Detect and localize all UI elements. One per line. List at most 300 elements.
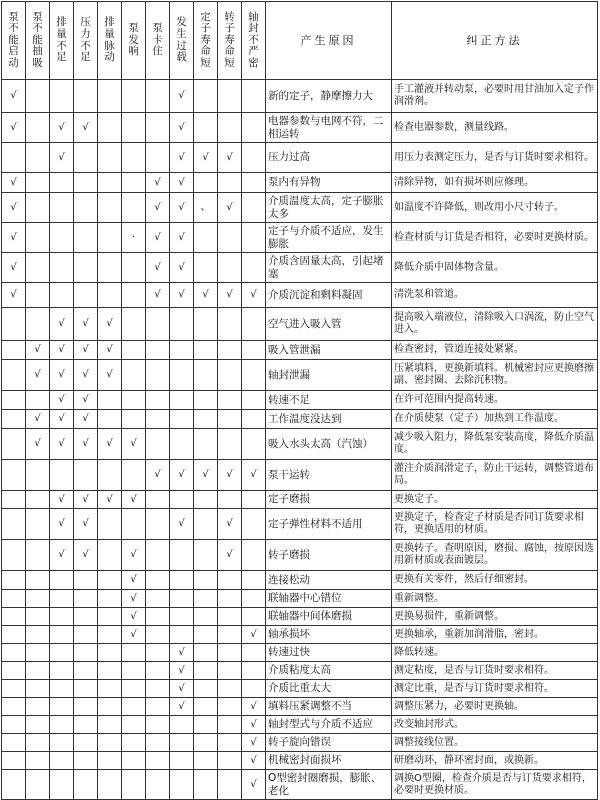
symptom-mark xyxy=(242,173,266,193)
symptom-mark: √ xyxy=(170,509,194,540)
symptom-mark xyxy=(194,113,218,143)
symptom-mark: √ xyxy=(194,283,218,308)
symptom-mark: √ xyxy=(170,460,194,491)
symptom-mark: √ xyxy=(218,143,242,173)
symptom-mark xyxy=(74,662,98,680)
symptom-mark xyxy=(50,223,74,253)
symptom-mark xyxy=(50,716,74,734)
symptom-mark: √ xyxy=(98,491,122,509)
symptom-mark xyxy=(242,113,266,143)
symptom-mark xyxy=(242,608,266,626)
symptom-mark xyxy=(74,644,98,662)
fix-cell: 调整接线位置。 xyxy=(392,734,598,752)
symptom-header-label: 泵卡住 xyxy=(152,22,163,58)
header-row xyxy=(2,2,598,80)
symptom-mark xyxy=(2,360,26,391)
fix-cell: 清洗泵和管道。 xyxy=(392,283,598,308)
symptom-mark: √ xyxy=(242,752,266,770)
symptom-mark: √ xyxy=(242,734,266,752)
symptom-mark: √ xyxy=(50,509,74,540)
symptom-mark xyxy=(98,173,122,193)
symptom-mark: √ xyxy=(74,360,98,391)
cause-cell: 介质含固量太高，引起堵塞 xyxy=(266,253,392,283)
symptom-header-label: 定子寿命短 xyxy=(200,10,211,69)
fix-cell: 重新调整。 xyxy=(392,590,598,608)
symptom-mark: √ xyxy=(170,283,194,308)
fix-cell: 测定粘度，是否与订货时要求相符。 xyxy=(392,662,598,680)
fix-cell: 改变轴封形式。 xyxy=(392,716,598,734)
symptom-mark xyxy=(26,540,50,571)
symptom-mark xyxy=(170,491,194,509)
symptom-mark xyxy=(170,540,194,571)
symptom-mark xyxy=(194,752,218,770)
symptom-mark xyxy=(146,590,170,608)
symptom-mark xyxy=(122,173,146,193)
symptom-mark xyxy=(74,698,98,716)
symptom-mark xyxy=(218,571,242,590)
symptom-mark xyxy=(2,698,26,716)
symptom-mark xyxy=(122,644,146,662)
symptom-mark xyxy=(218,716,242,734)
symptom-mark xyxy=(26,391,50,410)
symptom-mark xyxy=(242,253,266,283)
cause-cell: 轴承损坏 xyxy=(266,626,392,644)
table-row xyxy=(2,113,598,143)
symptom-mark: √ xyxy=(170,80,194,113)
symptom-mark: √ xyxy=(122,540,146,571)
symptom-header-label: 排量不足 xyxy=(56,16,67,64)
table-row xyxy=(2,662,598,680)
symptom-mark xyxy=(26,509,50,540)
symptom-mark xyxy=(122,734,146,752)
symptom-mark: √ xyxy=(50,410,74,429)
table-row xyxy=(2,173,598,193)
symptom-mark xyxy=(146,698,170,716)
symptom-mark xyxy=(26,283,50,308)
symptom-mark xyxy=(74,223,98,253)
table-row xyxy=(2,626,598,644)
symptom-mark: √ xyxy=(242,460,266,491)
symptom-mark xyxy=(194,223,218,253)
symptom-mark xyxy=(194,410,218,429)
fix-cell: 研磨动环，静环密封面，或换新。 xyxy=(392,752,598,770)
table-row xyxy=(2,571,598,590)
fix-cell: 用压力表测定压力，是否与订货时要求相符。 xyxy=(392,143,598,173)
symptom-mark xyxy=(2,680,26,698)
symptom-mark xyxy=(146,360,170,391)
fix-cell: 手工灌液并转动泵，必要时用甘油加入定子作润滑剂。 xyxy=(392,80,598,113)
symptom-mark xyxy=(50,173,74,193)
symptom-mark xyxy=(50,752,74,770)
symptom-header xyxy=(98,2,122,80)
symptom-header xyxy=(2,2,26,80)
symptom-mark xyxy=(242,223,266,253)
symptom-mark xyxy=(194,173,218,193)
symptom-mark xyxy=(194,626,218,644)
symptom-mark xyxy=(218,223,242,253)
symptom-header xyxy=(170,2,194,80)
symptom-mark xyxy=(170,770,194,800)
symptom-mark xyxy=(242,590,266,608)
troubleshooting-table xyxy=(1,1,598,800)
symptom-mark xyxy=(50,193,74,223)
symptom-mark: √ xyxy=(122,626,146,644)
symptom-mark: √ xyxy=(242,716,266,734)
symptom-mark xyxy=(242,360,266,391)
symptom-mark xyxy=(146,308,170,341)
symptom-mark xyxy=(98,143,122,173)
symptom-mark xyxy=(122,143,146,173)
table-row xyxy=(2,716,598,734)
symptom-mark: √ xyxy=(170,662,194,680)
symptom-mark xyxy=(218,734,242,752)
symptom-header-label: 压力不足 xyxy=(80,16,91,64)
symptom-mark xyxy=(26,770,50,800)
symptom-header xyxy=(242,2,266,80)
symptom-mark: √ xyxy=(74,429,98,460)
symptom-mark xyxy=(122,662,146,680)
symptom-mark xyxy=(26,734,50,752)
cause-cell: 介质粘度太高 xyxy=(266,662,392,680)
table-row xyxy=(2,540,598,571)
table-row xyxy=(2,410,598,429)
symptom-mark: √ xyxy=(170,223,194,253)
symptom-mark: √ xyxy=(194,143,218,173)
symptom-mark xyxy=(50,460,74,491)
cause-cell: 转速不足 xyxy=(266,391,392,410)
symptom-mark xyxy=(122,341,146,360)
symptom-header-label: 发生过载 xyxy=(176,16,187,64)
symptom-mark: √ xyxy=(2,113,26,143)
symptom-mark xyxy=(2,662,26,680)
symptom-mark xyxy=(2,752,26,770)
cause-cell: 介质沉淀和剩料凝固 xyxy=(266,283,392,308)
symptom-mark xyxy=(146,770,170,800)
cause-cell: 填料压紧调整不当 xyxy=(266,698,392,716)
symptom-mark xyxy=(170,360,194,391)
table-row xyxy=(2,360,598,391)
symptom-mark xyxy=(146,626,170,644)
symptom-mark: √ xyxy=(218,540,242,571)
symptom-mark xyxy=(218,626,242,644)
symptom-mark xyxy=(242,341,266,360)
symptom-mark xyxy=(170,571,194,590)
cause-cell: 压力过高 xyxy=(266,143,392,173)
symptom-mark xyxy=(2,143,26,173)
table-row xyxy=(2,341,598,360)
symptom-mark xyxy=(194,644,218,662)
symptom-mark: √ xyxy=(74,308,98,341)
symptom-mark xyxy=(242,540,266,571)
symptom-header-label: 泵不能抽吸 xyxy=(32,10,43,69)
fix-cell: 更换有关零件，然后仔细密封。 xyxy=(392,571,598,590)
symptom-mark xyxy=(74,626,98,644)
symptom-mark: √ xyxy=(2,193,26,223)
table-row xyxy=(2,752,598,770)
symptom-mark: √ xyxy=(2,223,26,253)
symptom-mark: √ xyxy=(74,491,98,509)
symptom-mark xyxy=(122,253,146,283)
symptom-mark xyxy=(122,360,146,391)
symptom-mark xyxy=(170,752,194,770)
symptom-mark: √ xyxy=(98,429,122,460)
table-row xyxy=(2,391,598,410)
fix-cell: 减少吸入阻力，降低泵安装高度，降低介质温度。 xyxy=(392,429,598,460)
cause-cell: 转子磨损 xyxy=(266,540,392,571)
symptom-mark xyxy=(242,571,266,590)
symptom-mark xyxy=(74,571,98,590)
symptom-mark xyxy=(98,662,122,680)
table-row xyxy=(2,680,598,698)
symptom-mark xyxy=(26,80,50,113)
symptom-mark xyxy=(122,80,146,113)
fix-cell: 调换O型圈，检查介质是否与订货要求相符，必要时更换材质。 xyxy=(392,770,598,800)
symptom-header-label: 泵不能启动 xyxy=(8,10,19,69)
symptom-mark: √ xyxy=(74,391,98,410)
symptom-mark xyxy=(98,698,122,716)
symptom-mark xyxy=(218,173,242,193)
symptom-mark: √ xyxy=(170,143,194,173)
cause-cell: 泵内有异物 xyxy=(266,173,392,193)
symptom-mark xyxy=(98,193,122,223)
symptom-mark xyxy=(26,752,50,770)
symptom-mark xyxy=(50,680,74,698)
symptom-mark xyxy=(122,410,146,429)
fix-cell: 清除异物，如有损坏则应修理。 xyxy=(392,173,598,193)
table-row xyxy=(2,429,598,460)
symptom-mark xyxy=(242,80,266,113)
symptom-mark xyxy=(122,680,146,698)
symptom-mark xyxy=(122,460,146,491)
symptom-mark xyxy=(74,253,98,283)
symptom-mark: √ xyxy=(146,283,170,308)
symptom-mark: √ xyxy=(146,460,170,491)
symptom-mark xyxy=(122,509,146,540)
fix-cell: 压紧填料，更换新填料。机械密封应更换磨擦副、密封圈、去除沉积物。 xyxy=(392,360,598,391)
symptom-mark: √ xyxy=(146,253,170,283)
cause-cell: 联轴器中心错位 xyxy=(266,590,392,608)
fix-cell: 更换轴承，重新加润滑脂，密封。 xyxy=(392,626,598,644)
symptom-mark xyxy=(26,143,50,173)
symptom-mark xyxy=(146,752,170,770)
symptom-mark xyxy=(74,716,98,734)
symptom-header xyxy=(26,2,50,80)
symptom-mark xyxy=(2,491,26,509)
symptom-mark xyxy=(2,644,26,662)
symptom-mark xyxy=(146,113,170,143)
symptom-mark xyxy=(194,608,218,626)
symptom-mark xyxy=(26,491,50,509)
symptom-mark: √ xyxy=(74,341,98,360)
symptom-mark: √ xyxy=(50,491,74,509)
symptom-mark xyxy=(194,716,218,734)
symptom-mark xyxy=(26,193,50,223)
table-row xyxy=(2,770,598,800)
symptom-mark: √ xyxy=(170,644,194,662)
symptom-mark: √ xyxy=(170,253,194,283)
symptom-mark: √ xyxy=(122,429,146,460)
symptom-mark xyxy=(170,716,194,734)
symptom-mark xyxy=(194,770,218,800)
fix-cell: 更换定子。 xyxy=(392,491,598,509)
symptom-mark xyxy=(242,308,266,341)
symptom-mark xyxy=(74,143,98,173)
table-row xyxy=(2,644,598,662)
fix-header: 纠正方法 xyxy=(392,2,598,80)
symptom-mark: √ xyxy=(98,341,122,360)
table-row xyxy=(2,308,598,341)
symptom-mark xyxy=(146,608,170,626)
symptom-mark xyxy=(218,698,242,716)
symptom-mark xyxy=(98,283,122,308)
symptom-mark xyxy=(218,410,242,429)
symptom-mark xyxy=(2,608,26,626)
symptom-mark xyxy=(218,608,242,626)
symptom-mark xyxy=(2,391,26,410)
symptom-mark: √ xyxy=(242,698,266,716)
symptom-mark xyxy=(98,460,122,491)
symptom-header-label: 泵发响 xyxy=(128,22,139,58)
symptom-mark: √ xyxy=(194,460,218,491)
symptom-mark: √ xyxy=(50,308,74,341)
symptom-mark xyxy=(26,644,50,662)
symptom-mark xyxy=(194,429,218,460)
table-row xyxy=(2,590,598,608)
symptom-mark xyxy=(122,283,146,308)
symptom-mark xyxy=(218,253,242,283)
cause-cell: 轴封泄漏 xyxy=(266,360,392,391)
table-row xyxy=(2,143,598,173)
symptom-mark xyxy=(146,644,170,662)
symptom-mark xyxy=(2,540,26,571)
symptom-mark xyxy=(2,341,26,360)
symptom-mark xyxy=(74,460,98,491)
symptom-mark xyxy=(194,590,218,608)
symptom-mark xyxy=(194,341,218,360)
symptom-header-label: 排量脉动 xyxy=(104,16,115,64)
symptom-mark xyxy=(98,626,122,644)
cause-header: 产生原因 xyxy=(266,2,392,80)
symptom-mark: √ xyxy=(242,770,266,800)
symptom-mark xyxy=(2,590,26,608)
cause-cell: 机械密封面损坏 xyxy=(266,752,392,770)
symptom-mark xyxy=(26,308,50,341)
symptom-mark: √ xyxy=(50,113,74,143)
symptom-mark: √ xyxy=(122,590,146,608)
symptom-mark: √ xyxy=(242,283,266,308)
symptom-mark xyxy=(170,734,194,752)
symptom-mark xyxy=(146,143,170,173)
symptom-mark: √ xyxy=(50,360,74,391)
symptom-mark xyxy=(26,253,50,283)
symptom-mark: √ xyxy=(218,283,242,308)
symptom-mark: √ xyxy=(122,608,146,626)
table-row xyxy=(2,460,598,491)
symptom-mark xyxy=(74,80,98,113)
symptom-mark xyxy=(146,734,170,752)
cause-cell: 转子旋向错误 xyxy=(266,734,392,752)
symptom-mark xyxy=(194,540,218,571)
symptom-mark xyxy=(122,113,146,143)
symptom-mark xyxy=(218,360,242,391)
table-row xyxy=(2,698,598,716)
symptom-mark xyxy=(2,626,26,644)
symptom-mark xyxy=(98,571,122,590)
symptom-mark: √ xyxy=(242,626,266,644)
symptom-mark: √ xyxy=(122,491,146,509)
fix-cell: 检查材质与订货是否相符，必要时更换材质。 xyxy=(392,223,598,253)
symptom-mark xyxy=(2,308,26,341)
symptom-mark: √ xyxy=(26,410,50,429)
symptom-mark: √ xyxy=(146,173,170,193)
symptom-mark xyxy=(242,193,266,223)
symptom-header xyxy=(50,2,74,80)
symptom-mark xyxy=(50,662,74,680)
table-row xyxy=(2,253,598,283)
symptom-mark xyxy=(74,283,98,308)
symptom-mark xyxy=(26,223,50,253)
symptom-header-label: 转子寿命短 xyxy=(224,10,235,69)
cause-cell: 工作温度没达到 xyxy=(266,410,392,429)
symptom-mark xyxy=(26,460,50,491)
table-row xyxy=(2,223,598,253)
symptom-mark xyxy=(50,626,74,644)
symptom-mark xyxy=(218,80,242,113)
symptom-mark xyxy=(122,193,146,223)
symptom-mark xyxy=(170,391,194,410)
symptom-mark xyxy=(26,608,50,626)
symptom-mark: · xyxy=(122,223,146,253)
symptom-mark xyxy=(194,491,218,509)
symptom-mark xyxy=(50,608,74,626)
symptom-mark xyxy=(98,752,122,770)
table-row xyxy=(2,193,598,223)
symptom-mark xyxy=(2,460,26,491)
fix-cell: 检查电器参数，测量线路。 xyxy=(392,113,598,143)
symptom-mark xyxy=(26,662,50,680)
cause-cell: 空气进入吸入管 xyxy=(266,308,392,341)
symptom-mark xyxy=(194,360,218,391)
fix-cell: 降低转速。 xyxy=(392,644,598,662)
symptom-mark xyxy=(50,283,74,308)
symptom-mark xyxy=(26,113,50,143)
symptom-mark xyxy=(122,391,146,410)
symptom-mark xyxy=(98,716,122,734)
symptom-mark: √ xyxy=(2,253,26,283)
symptom-mark xyxy=(98,391,122,410)
cause-cell: 吸入管泄漏 xyxy=(266,341,392,360)
cause-cell: 新的定子，静摩擦力大 xyxy=(266,80,392,113)
cause-cell: 介质比重太大 xyxy=(266,680,392,698)
fix-cell: 调整压紧力，必要时更换轴。 xyxy=(392,698,598,716)
symptom-mark xyxy=(74,752,98,770)
symptom-mark xyxy=(26,571,50,590)
symptom-mark xyxy=(146,571,170,590)
symptom-mark xyxy=(242,491,266,509)
fix-cell: 更换定子，检查定子材质是否同订货要求相符，更换适用的材质。 xyxy=(392,509,598,540)
symptom-mark xyxy=(50,734,74,752)
symptom-mark xyxy=(194,698,218,716)
fix-cell: 更换易损件，重新调整。 xyxy=(392,608,598,626)
symptom-mark: √ xyxy=(2,80,26,113)
symptom-mark xyxy=(218,391,242,410)
symptom-mark: √ xyxy=(50,540,74,571)
fix-cell: 更换转子。查明原因，磨损、腐蚀，按原因选用新材质或表面镀层。 xyxy=(392,540,598,571)
symptom-mark xyxy=(122,770,146,800)
symptom-mark xyxy=(170,308,194,341)
symptom-mark xyxy=(98,223,122,253)
symptom-mark xyxy=(98,113,122,143)
